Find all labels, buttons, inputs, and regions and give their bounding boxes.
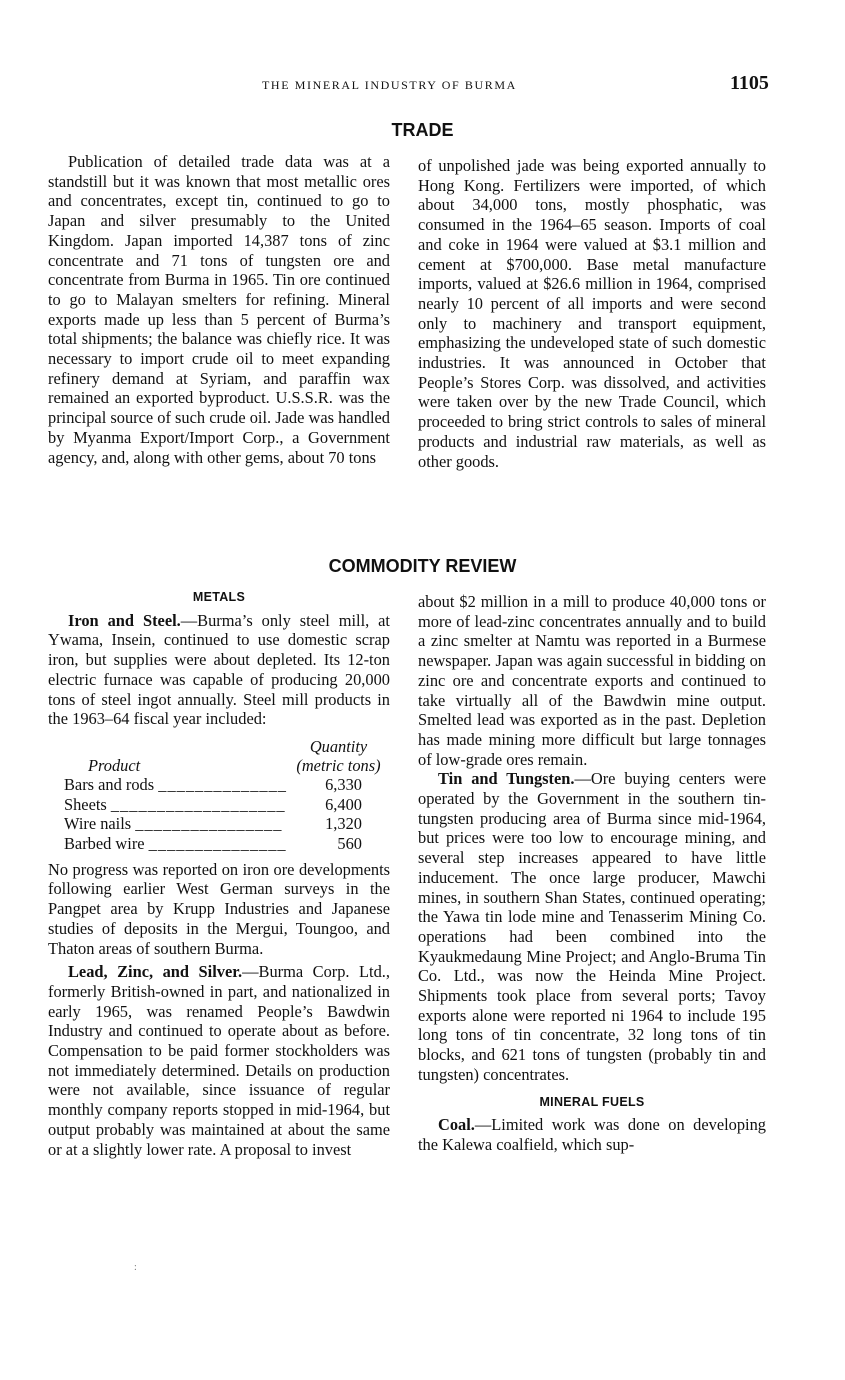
product-name: Bars and rods (64, 774, 155, 794)
product-quantity: 6,400 (325, 794, 362, 814)
table-header-quantity (287, 737, 390, 775)
trade-heading: TRADE (391, 120, 454, 140)
steel-products-table (64, 737, 390, 854)
tin-tungsten-text: —Ore buying centers were operated by the Government in the southern tin-tungsten producing area of Burma since mid-1964, but prices were too low to encourage mining, and several step increases appeared to have little inducement. The once large producer, Mawchi mines, in southern Shan States, continued operating; the Yawa tin lode mine and Tenasserim Mining Co. operations had been combined into the Kyaukmedaung Mine Project; and Anglo-Bruma Tin Co. Ltd., was now the Heinda Mine Project. Shipments took place from several ports; Tavoy exports alone were reported ni 1964 to include 195 long tons of tin concentrate, 32 long tons of tin blocks, and 621 tons of tungsten (probably tin and tungsten) concentrates. (418, 769, 766, 1084)
commodity-right-column (418, 592, 766, 1155)
iron-ore-paragraph: No progress was reported on iron ore developments following earlier West German surveys in the Pangpet area by Krupp Industries and Japanese studies of deposits in the Mergui, Toungoo, and Thaton areas of southern Burma. (48, 859, 390, 958)
lead-zinc-continued-paragraph: about $2 million in a mill to produce 40,000 tons or more of lead-zinc concentrates annually and to build a zinc smelter at Namtu was reported in a Burmese newspaper. Japan was again successful in bidding on zinc ore and concentrate exports and continued to take virtually all of the Bawdwin mine output. Smelted lead was exported as in the past. Depletion has made mining more difficult but large tonnages of low-grade ores remain. (418, 592, 766, 769)
scan-mark: : (134, 1262, 137, 1273)
commodity-left-column (48, 588, 390, 1159)
page-number: 1105 (730, 72, 769, 94)
trade-paragraph-right: of unpolished jade was being exported annually to Hong Kong. Fertilizers were imported, of which about 34,000 tons, mostly phosphatic, was consumed in the 1964–65 season. Imports of coal and coke in 1964 were valued at $3.1 million and cement at $700,000. Base metal manufacture imports, valued at $26.6 million in 1964, comprised nearly 10 percent of all imports and were second only to machinery and transport equipment, emphasizing the undeveloped state of such domestic industries. It was announced in October that People’s Stores Corp. was dissolved, and activities were taken over by the new Trade Council, which proceeded to bring strict controls to sales of mineral products and industrial raw materials, as well as other goods. (418, 156, 766, 471)
trade-left-column (48, 152, 390, 467)
table-row: Sheets ___________________ 6,400 (64, 795, 390, 815)
product-quantity: 1,320 (325, 814, 362, 834)
lead-zinc-text: —Burma Corp. Ltd., formerly British-owned in part, and nationalized in early 1965, was renamed People’s Bawdwin Industry and continued to operate about as before. Compensation to be paid former stockholders was not immediately determined. Details on production were not available, since issuance of regular monthly company reports stopped in mid-1964, but output probably was maintained at about the same or at a slightly lower rate. A proposal to invest (48, 962, 390, 1159)
iron-steel-text: —Burma’s only steel mill, at Ywama, Insein, continued to use domestic scrap iron, but supplies were about depleted. Its 12-ton electric furnace was capable of producing 20,000 tons of steel ingot annually. Steel mill products in the 1963–64 fiscal year included: (48, 610, 390, 729)
table-header-product: Product (88, 755, 141, 775)
product-name: Sheets (64, 794, 107, 814)
table-row: Wire nails ________________ 1,320 (64, 814, 390, 834)
table-row: Barbed wire _______________ 560 (64, 834, 390, 854)
product-name: Wire nails (64, 814, 132, 834)
coal-paragraph (418, 1115, 766, 1154)
metals-heading: METALS (192, 590, 246, 604)
quantity-header-line1: Quantity (309, 736, 368, 756)
commodity-review-heading: COMMODITY REVIEW (328, 556, 517, 576)
iron-steel-run-in: Iron and Steel. (68, 610, 181, 630)
table-row: Bars and rods ______________ 6,330 (64, 775, 390, 795)
coal-run-in: Coal. (438, 1115, 475, 1135)
lead-zinc-run-in: Lead, Zinc, and Silver. (68, 962, 243, 982)
iron-steel-paragraph (48, 611, 390, 729)
tin-tungsten-paragraph (418, 769, 766, 1084)
product-quantity: 6,330 (325, 774, 362, 794)
quantity-header-line2: (metric tons) (296, 755, 381, 775)
product-name: Barbed wire (64, 834, 145, 854)
mineral-fuels-heading: MINERAL FUELS (539, 1094, 645, 1109)
lead-zinc-paragraph (48, 962, 390, 1159)
tin-tungsten-run-in: Tin and Tungsten. (438, 769, 575, 789)
coal-text: —Limited work was done on developing the Kalewa coalfield, which sup- (418, 1115, 766, 1154)
trade-paragraph-left: Publication of detailed trade data was at a standstill but it was known that most metallic ores and concentrates, except tin, continued to go to Japan and silver presumably to the United Kingdom. Japan imported 14,387 tons of zinc concentrate and 71 tons of tungsten ore and concentrate from Burma in 1965. Tin ore continued to go to Malayan smelters for refining. Mineral exports made up less than 5 percent of Burma’s total shipments; the balance was chiefly rice. It was necessary to import crude oil to meet expanding refinery demand at Syriam, and paraffin wax remained an exported byproduct. U.S.S.R. was the principal source of such crude oil. Jade was handled by Myanma Export/Import Corp., a Government agency, and, along with other gems, about 70 tons (48, 152, 390, 467)
running-head: THE MINERAL INDUSTRY OF BURMA (262, 78, 517, 92)
product-quantity: 560 (337, 834, 362, 854)
trade-right-column (418, 156, 766, 471)
